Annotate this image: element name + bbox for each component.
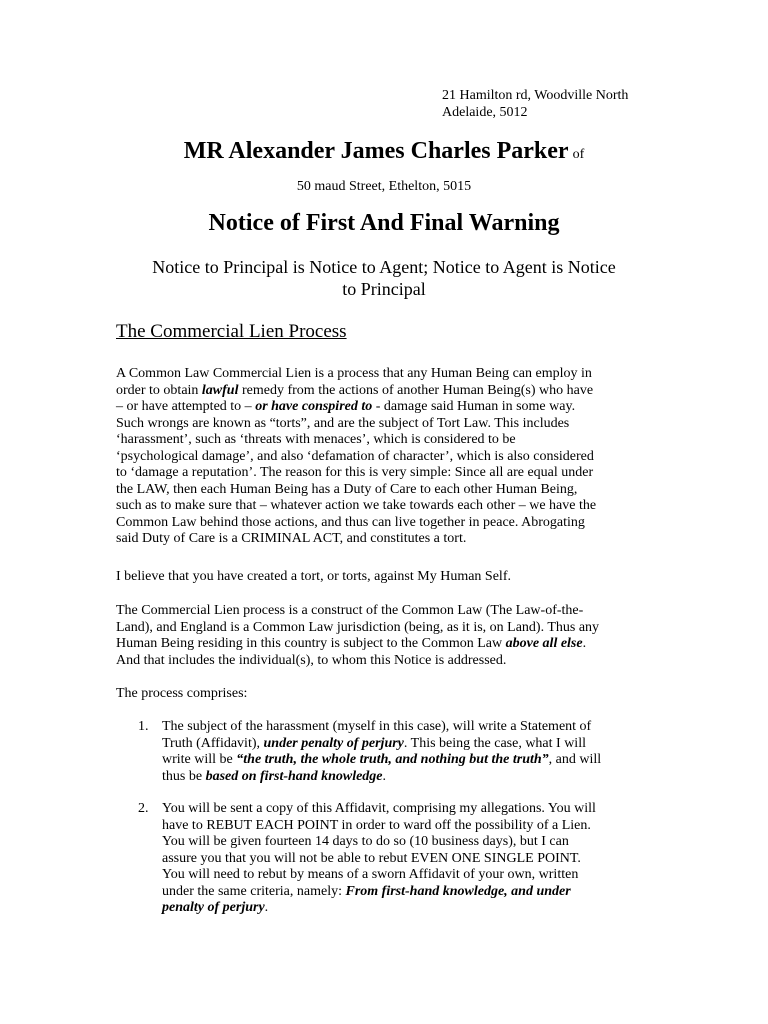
text-line: Common Law behind those actions, and thus can live together in peace. Abrogating [116,514,585,530]
emphasis-lawful: lawful [201,382,239,398]
emphasis-conspired: or have conspired to [255,399,373,414]
emphasis-penalty: penalty of perjury [162,900,265,915]
subtitle-line1: Notice to Principal is Notice to Agent; Notice to Agent is Notice [152,257,616,277]
emphasis-first-hand: based on first-hand knowledge [205,768,383,784]
list-text: You will be sent a copy of this Affidavit, comprising my allegations. You will have to REBUT EACH POINT in order to ward off the possibility of a Lien. You will be given fourteen 14 days to do so (10 business days), but I can assure you that you will not be able to rebut EVEN ONE SINGLE POINT. You will need to rebut by means of a sworn Affidavit of your own, written under the same criteria, namely: From first-hand knowledge, and under penalty of perjury. [162,801,596,915]
list-number: 1. [138,719,149,734]
text-line: Human Being residing in this country is subject to the Common Law above all else. [116,636,587,651]
text-line: I believe that you have created a tort, or torts, against My Human Self. [116,569,511,584]
text-line: said Duty of Care is a CRIMINAL ACT, and constitutes a tort. [116,531,467,546]
sender-address [442,88,628,121]
paragraph-process-intro [116,686,664,703]
list-text: The subject of the harassment (myself in this case), will write a Statement of Truth (Affidavit), under penalty of perjury. This being the case, what I will write will be “the truth, the whole truth, and nothing but the truth”, and will thus be based on first-hand knowledge. [162,719,602,784]
emphasis-criteria: From first-hand knowledge, and under [345,883,571,899]
paragraph-lien-definition [116,366,664,548]
text-line: ‘harassment’, such as ‘threats with menaces’, which is considered to be [116,432,516,447]
notice-title: Notice of First And Final Warning [208,210,560,236]
text-line: ‘psychological damage’, and also ‘defamation of character’, which is also considered [116,448,594,464]
text-line: A Common Law Commercial Lien is a process that any Human Being can employ in [116,366,592,381]
text-line: to ‘damage a reputation’. The reason for this is very simple: Since all are equal under [116,465,594,480]
section-heading: The Commercial Lien Process [116,321,347,342]
text-line: The process comprises: [116,686,248,701]
emphasis-above-all-else: above all else [505,636,583,651]
text-line: Such wrongs are known as “torts”, and are the subject of Tort Law. This includes [116,415,570,431]
emphasis-perjury: under penalty of perjury [263,735,404,751]
notice-subtitle [110,256,658,300]
recipient-address: 50 maud Street, Ethelton, 5015 [296,179,472,194]
recipient-of: of [572,147,585,162]
text-line: – or have attempted to – or have conspired to - damage said Human in some way. [116,399,576,414]
text-line: order to obtain lawful remedy from the actions of another Human Being(s) who have [116,382,594,398]
paragraph-jurisdiction [116,603,664,669]
text-line: the LAW, then each Human Being has a Duty of Care to each other Human Being, [116,481,578,497]
text-line: such as to make sure that – whatever action we take towards each other – we have the [116,498,597,513]
text-line: Land), and England is a Common Law jurisdiction (being, as it is, on Land). Thus any [116,619,600,635]
text-line: The Commercial Lien process is a construct of the Common Law (The Law-of-the- [116,603,584,618]
emphasis-truth: “the truth, the whole truth, and nothing but the truth” [236,752,549,767]
paragraph-belief [116,569,664,586]
recipient-name-line [0,138,768,165]
subtitle-line2: to Principal [342,279,426,299]
sender-address-line2: Adelaide, 5012 [442,104,528,120]
list-number: 2. [138,801,149,816]
text-line: And that includes the individual(s), to whom this Notice is addressed. [116,652,507,668]
recipient-name: MR Alexander James Charles Parker [183,138,569,164]
sender-address-line1: 21 Hamilton rd, Woodville North [442,88,629,103]
